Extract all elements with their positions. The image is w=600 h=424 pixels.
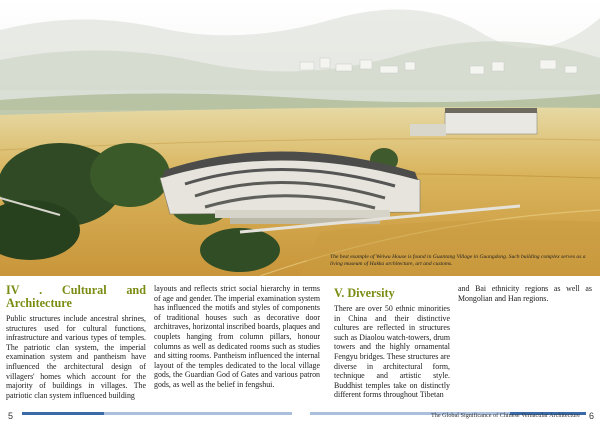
photo-caption: The best example of Weiwu House is found in Guantang Village in Guangdong. Such building complex serves as a living museum of Hakka architecture, art and customs.	[330, 254, 586, 267]
section-4-body-continued: layouts and reflects strict social hierarchy in terms of age and gender. The imperial examination system has influenced the motifs and styles of components of traditional houses such as decorative door architraves, horizontal inscribed boards, plaques and couplets hanging from column pillars, honour columns as well as dedicated rooms such as studies and sitting rooms. Pantheism influenced the internal layout of the temples dedicated to the local village gods, the Guardian God of Gates and various patron gods, as well as the belief in fengshui.	[154, 284, 320, 389]
page-footer	[0, 409, 600, 424]
column-1	[6, 284, 146, 400]
section-4-heading: IV . Cultural and Architecture	[6, 283, 146, 310]
right-page-number: 6	[588, 411, 594, 421]
section-5-heading: V. Diversity	[334, 286, 395, 300]
column-2	[154, 284, 320, 390]
section-5-body: There are over 50 ethnic minorities in China and their distinctive cultures are reflected in structures such as Diaolou watch-towers, drum towers and the highly ornamental Fengyu bridges. These structures are diverse in architectural form, technique and artistic style. Buddhist temples take on distinctly different forms throughout Tibetan	[334, 304, 450, 400]
footer-bar-left	[22, 412, 104, 415]
footer-bar-left-light	[104, 412, 292, 415]
running-title: The Global Significance of Chinese Vernacular Architecture	[430, 412, 580, 419]
left-page-number: 5	[8, 411, 14, 421]
column-3	[334, 284, 450, 400]
section-5-body-continued: and Bai ethnicity regions as well as Mongolian and Han regions.	[458, 284, 592, 303]
column-4	[458, 284, 592, 303]
section-4-body: Public structures include ancestral shrines, structures used for cultural functions, infrastructure and various types of temples. The patriotic clan system, the imperial examination system and pantheism have influenced the architectural design of villagers' homes which account for the majority of buildings in villages. The patriotic clan system influenced building	[6, 314, 146, 400]
